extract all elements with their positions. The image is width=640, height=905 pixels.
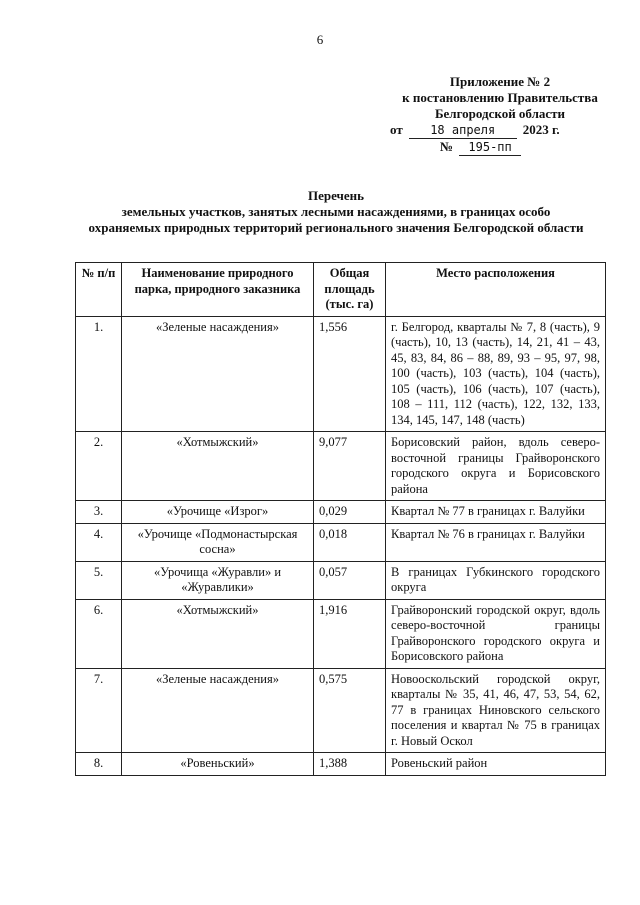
- row-name: «Зеленые насаждения»: [122, 668, 314, 753]
- appendix-date: [380, 122, 620, 139]
- row-location: Квартал № 76 в границах г. Валуйки: [386, 523, 606, 561]
- row-number: 4.: [76, 523, 122, 561]
- date-year: 2023 г.: [522, 122, 560, 137]
- row-name: «Зеленые насаждения»: [122, 316, 314, 432]
- table-row: [76, 501, 606, 524]
- row-location: В границах Губкинского городского округа: [386, 561, 606, 599]
- row-location: Новооскольский городской округ, кварталы № 35, 41, 46, 47, 53, 54, 62, 77 в границах Ниновского сельского поселения и квартал № 75 в границах г. Новый Оскол: [386, 668, 606, 753]
- appendix-label: Приложение № 2: [449, 74, 551, 89]
- title-subheading: земельных участков, занятых лесными насаждениями, в границах особо охраняемых природных территорий регионального значения Белгородской области: [88, 204, 584, 235]
- row-area: 0,057: [314, 561, 386, 599]
- row-area: 0,575: [314, 668, 386, 753]
- row-location: Ровеньский район: [386, 753, 606, 776]
- appendix-number: [380, 139, 620, 156]
- row-location: Квартал № 77 в границах г. Валуйки: [386, 501, 606, 524]
- appendix-header: [380, 74, 620, 156]
- header-number: № п/п: [76, 263, 122, 317]
- table-row: [76, 668, 606, 753]
- table-row: [76, 316, 606, 432]
- header-location: Место расположения: [386, 263, 606, 317]
- table-row: [76, 753, 606, 776]
- row-location: Борисовский район, вдоль северо-восточной границы Грайворонского городского округа и Борисовского района: [386, 432, 606, 501]
- table-row: [76, 599, 606, 668]
- row-number: 1.: [76, 316, 122, 432]
- row-number: 8.: [76, 753, 122, 776]
- land-plots-table: [75, 262, 606, 776]
- row-area: 9,077: [314, 432, 386, 501]
- table-header-row: [76, 263, 606, 317]
- table-row: [76, 561, 606, 599]
- date-prefix: от: [390, 122, 403, 137]
- header-area: Общая площадь (тыс. га): [314, 263, 386, 317]
- table-row: [76, 523, 606, 561]
- appendix-decree: к постановлению Правительства: [402, 90, 598, 105]
- row-location: г. Белгород, кварталы № 7, 8 (часть), 9 (часть), 10, 13 (часть), 14, 21, 41 – 43, 45, 83, 84, 86 – 88, 89, 93 – 95, 97, 98, 100 (часть), 103 (часть), 104 (часть), 105 (часть), 106 (часть), 107 (часть), 108 – 111, 112 (часть), 122, 132, 133, 134, 145, 147, 148 (часть): [386, 316, 606, 432]
- row-area: 0,018: [314, 523, 386, 561]
- page-number: 6: [316, 32, 324, 47]
- row-name: «Урочища «Журавли» и «Журавлики»: [122, 561, 314, 599]
- row-name: «Ровеньский»: [122, 753, 314, 776]
- handwritten-date: 18 апреля: [409, 122, 517, 139]
- row-number: 3.: [76, 501, 122, 524]
- document-title: [86, 188, 586, 236]
- row-number: 7.: [76, 668, 122, 753]
- row-number: 2.: [76, 432, 122, 501]
- row-number: 5.: [76, 561, 122, 599]
- row-location: Грайворонский городской округ, вдоль северо-восточной границы Грайворонского городского округа и Борисовского района: [386, 599, 606, 668]
- row-name: «Хотмыжский»: [122, 599, 314, 668]
- row-area: 1,556: [314, 316, 386, 432]
- table-row: [76, 432, 606, 501]
- row-area: 1,916: [314, 599, 386, 668]
- row-area: 0,029: [314, 501, 386, 524]
- title-heading: Перечень: [307, 188, 365, 203]
- header-name: Наименование природного парка, природного заказника: [122, 263, 314, 317]
- number-prefix: №: [440, 139, 454, 154]
- handwritten-number: 195-пп: [459, 139, 521, 156]
- row-name: «Хотмыжский»: [122, 432, 314, 501]
- row-number: 6.: [76, 599, 122, 668]
- appendix-region: Белгородской области: [434, 106, 566, 121]
- row-name: «Урочище «Подмонастырская сосна»: [122, 523, 314, 561]
- row-area: 1,388: [314, 753, 386, 776]
- row-name: «Урочище «Изрог»: [122, 501, 314, 524]
